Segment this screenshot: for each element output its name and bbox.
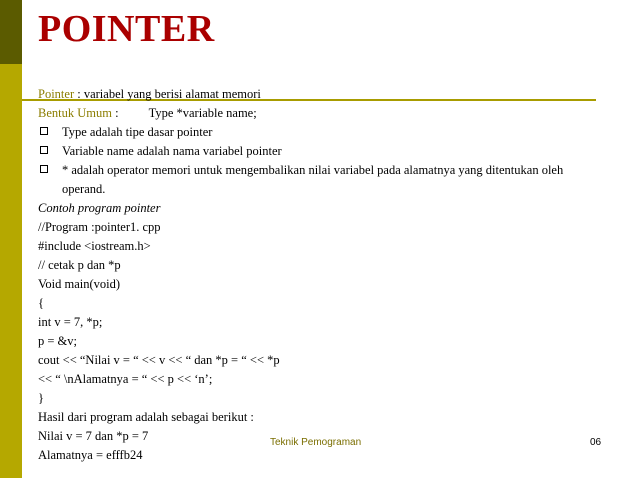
slide-content bbox=[38, 85, 598, 465]
side-bar-light bbox=[0, 64, 22, 478]
code-line: { bbox=[38, 296, 44, 310]
code-line: Void main(void) bbox=[38, 277, 121, 291]
square-bullet-icon bbox=[40, 127, 48, 135]
code-line: cout << “Nilai v = “ << v << “ dan *p = “ << *p bbox=[38, 353, 280, 367]
definition-line bbox=[38, 85, 598, 104]
bullet-text: Variable name adalah nama variabel pointer bbox=[62, 144, 282, 158]
slide-title: POINTER bbox=[38, 8, 215, 50]
footer-course-name: Teknik Pemograman bbox=[270, 437, 362, 448]
output-line: Nilai v = 7 dan *p = 7 bbox=[38, 429, 149, 443]
code-line: int v = 7, *p; bbox=[38, 315, 103, 329]
output-line: Hasil dari program adalah sebagai berikut : bbox=[38, 410, 254, 424]
bullet-item bbox=[38, 161, 598, 199]
code-line: << “ \nAlamatnya = “ << p << ‘n’; bbox=[38, 372, 213, 386]
general-form-text: Type *variable name; bbox=[148, 106, 257, 120]
bullet-text: Type adalah tipe dasar pointer bbox=[62, 125, 213, 139]
code-line: } bbox=[38, 391, 44, 405]
code-line: //Program :pointer1. cpp bbox=[38, 220, 161, 234]
bullet-item bbox=[38, 142, 598, 161]
square-bullet-icon bbox=[40, 165, 48, 173]
code-line: // cetak p dan *p bbox=[38, 258, 121, 272]
definition-text: : variabel yang berisi alamat memori bbox=[74, 87, 261, 101]
square-bullet-icon bbox=[40, 146, 48, 154]
general-form-sep: : bbox=[111, 106, 119, 120]
code-line: p = &v; bbox=[38, 334, 77, 348]
example-heading: Contoh program pointer bbox=[38, 201, 161, 215]
bullet-text: * adalah operator memori untuk mengembalikan nilai variabel pada alamatnya yang ditentukan oleh operand. bbox=[62, 163, 564, 196]
definition-term: Pointer bbox=[38, 87, 75, 101]
general-form-term: Bentuk Umum bbox=[38, 106, 112, 120]
code-line: #include <iostream.h> bbox=[38, 239, 151, 253]
bullet-item bbox=[38, 123, 598, 142]
page-number: 06 bbox=[590, 437, 602, 448]
output-line: Alamatnya = efffb24 bbox=[38, 448, 143, 462]
general-form-line bbox=[38, 104, 598, 123]
side-bar-dark bbox=[0, 0, 22, 64]
